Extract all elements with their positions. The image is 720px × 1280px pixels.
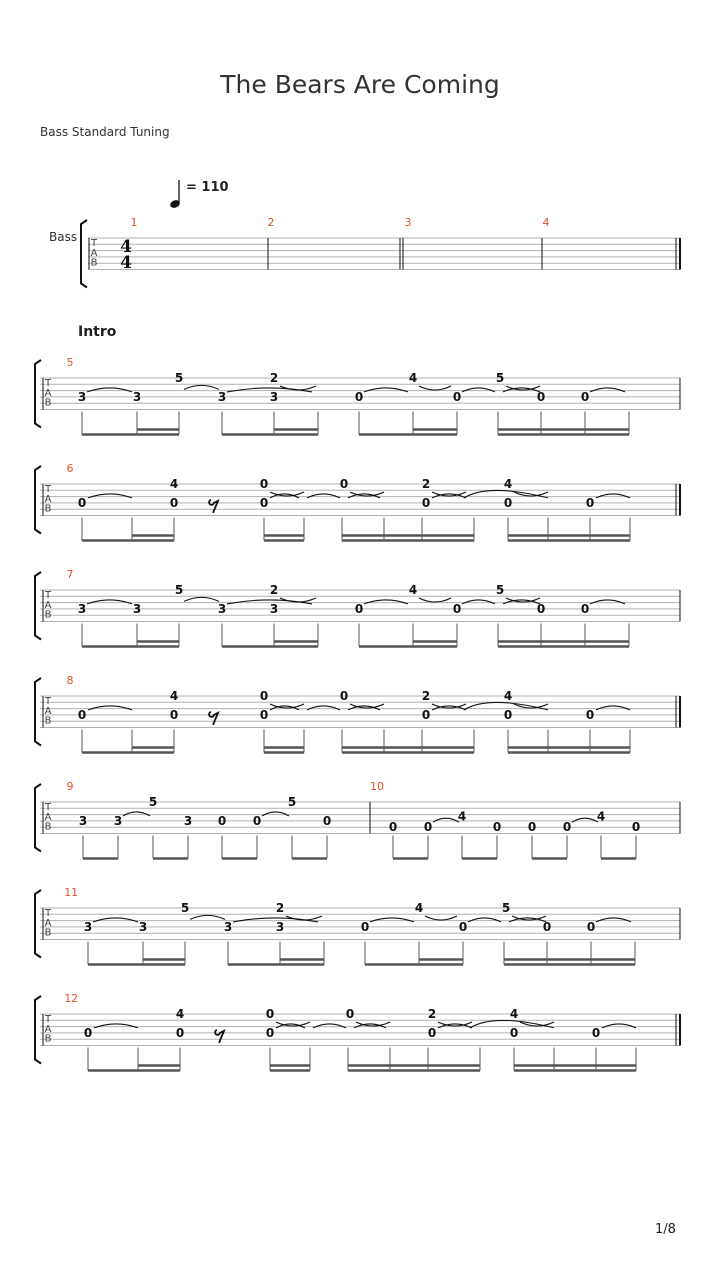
- fret-number: 4: [503, 477, 513, 491]
- eighth-rest-icon: [209, 500, 218, 513]
- fret-number: 3: [138, 919, 148, 934]
- tab-clef-letter: B: [44, 927, 52, 939]
- fret-number: 0: [585, 707, 595, 722]
- tie-arc: [572, 818, 598, 822]
- fret-number: 0: [265, 1025, 275, 1040]
- tab-clef-letter: B: [44, 1033, 52, 1045]
- tab-clef-letter: T: [44, 1014, 52, 1026]
- fret-number: 4: [503, 689, 513, 703]
- tab-clef-letter: B: [44, 397, 52, 409]
- instrument-name: Bass: [49, 230, 78, 244]
- fret-number: 0: [458, 919, 468, 934]
- tab-clef-letter: B: [90, 257, 98, 269]
- system-bracket-icon: [35, 784, 41, 852]
- fret-number: 3: [132, 389, 142, 404]
- tie-arc: [590, 388, 625, 392]
- tab-clef-letter: T: [44, 378, 52, 390]
- fret-number: 5: [495, 583, 505, 597]
- fret-number: 0: [427, 1025, 437, 1040]
- fret-number: 3: [223, 919, 233, 934]
- fret-number: 5: [174, 583, 184, 597]
- fret-number: 3: [217, 601, 227, 616]
- staff-system-5: [40, 696, 680, 728]
- fret-number: 0: [423, 820, 433, 835]
- fret-number: 0: [354, 601, 364, 616]
- tab-clef-letter: A: [90, 247, 98, 259]
- tab-clef-letter: A: [44, 493, 52, 505]
- fret-number: 0: [452, 601, 462, 616]
- tab-clef-letter: B: [44, 715, 52, 727]
- tab-clef-letter: B: [44, 821, 52, 833]
- fret-number: 4: [175, 1007, 185, 1021]
- fret-number: 3: [77, 601, 87, 616]
- fret-number: 0: [252, 813, 262, 828]
- fret-number: 0: [265, 1007, 275, 1021]
- fret-number: 3: [183, 813, 193, 828]
- tab-clef-letter: A: [44, 599, 52, 611]
- tab-clef-letter: T: [44, 802, 52, 814]
- tab-clef-letter: A: [44, 811, 52, 823]
- fret-number: 0: [259, 477, 269, 491]
- fret-number: 0: [536, 601, 546, 616]
- system-bracket-icon: [35, 360, 41, 428]
- tab-clef-letter: A: [44, 1023, 52, 1035]
- tab-clef-letter: A: [44, 387, 52, 399]
- measure-number: 11: [64, 886, 79, 899]
- tab-clef-letter: T: [44, 590, 52, 602]
- tie-arc: [468, 918, 501, 922]
- fret-number: 3: [269, 389, 279, 404]
- fret-number: 0: [339, 477, 349, 491]
- measure-number: 2: [267, 216, 275, 229]
- tie-arc: [425, 916, 457, 920]
- measure-number: 12: [64, 992, 79, 1005]
- fret-number: 5: [495, 371, 505, 385]
- fret-number: 0: [345, 1007, 355, 1021]
- fret-number: 0: [591, 1025, 601, 1040]
- fret-number: 3: [113, 813, 123, 828]
- fret-number: 0: [169, 495, 179, 510]
- eighth-rest-icon: [209, 712, 218, 725]
- time-signature-bottom: 4: [120, 253, 132, 273]
- fret-number: 0: [421, 707, 431, 722]
- fret-number: 0: [77, 495, 87, 510]
- fret-number: 5: [148, 795, 158, 809]
- tie-arc: [596, 706, 630, 710]
- fret-number: 0: [585, 495, 595, 510]
- fret-number: 0: [259, 707, 269, 722]
- fret-number: 5: [174, 371, 184, 385]
- tab-clef-letter: B: [44, 503, 52, 515]
- tie-arc: [94, 1024, 138, 1028]
- measure-number: 4: [542, 216, 550, 229]
- tie-arc: [364, 388, 408, 392]
- staff-system-3: [40, 484, 680, 516]
- measure-number: 1: [130, 216, 138, 229]
- tie-arc: [87, 600, 132, 604]
- tab-clef-letter: T: [90, 238, 98, 250]
- tab-clef-letter: T: [44, 908, 52, 920]
- tie-arc: [123, 812, 150, 816]
- time-signature-top: 4: [120, 237, 132, 257]
- staff-system-1: [88, 238, 680, 270]
- fret-number: 3: [217, 389, 227, 404]
- fret-number: 0: [175, 1025, 185, 1040]
- measure-number: 10: [370, 780, 384, 793]
- fret-number: 4: [596, 809, 606, 824]
- fret-number: 3: [275, 919, 285, 934]
- fret-number: 0: [580, 601, 590, 616]
- measure-number: 3: [404, 216, 412, 229]
- fret-number: 0: [492, 820, 502, 835]
- tie-arc: [590, 600, 625, 604]
- fret-number: 2: [269, 583, 279, 597]
- tie-arc: [419, 598, 451, 602]
- staff-system-8: [40, 1014, 680, 1046]
- tie-arc: [93, 918, 138, 922]
- fret-number: 5: [501, 901, 511, 915]
- tie-arc: [370, 918, 414, 922]
- tab-clef-letter: A: [44, 917, 52, 929]
- song-title: The Bears Are Coming: [220, 70, 500, 99]
- fret-number: 0: [339, 689, 349, 703]
- fret-number: 3: [77, 389, 87, 404]
- fret-number: 0: [586, 919, 596, 934]
- fret-number: 4: [414, 901, 424, 915]
- fret-number: 4: [169, 477, 179, 491]
- fret-number: 5: [180, 901, 190, 915]
- fret-number: 0: [259, 495, 269, 510]
- fret-number: 2: [421, 689, 431, 703]
- system-bracket-icon: [35, 572, 41, 640]
- fret-number: 0: [509, 1025, 519, 1040]
- tie-arc: [184, 385, 219, 389]
- fret-number: 0: [536, 389, 546, 404]
- fret-number: 0: [217, 813, 227, 828]
- fret-number: 5: [287, 795, 297, 809]
- fret-number: 0: [421, 495, 431, 510]
- tie-arc: [364, 600, 408, 604]
- tie-arc: [88, 706, 132, 710]
- system-bracket-icon: [35, 678, 41, 746]
- fret-number: 4: [169, 689, 179, 703]
- system-bracket-icon: [35, 890, 41, 958]
- fret-number: 0: [354, 389, 364, 404]
- fret-number: 0: [527, 820, 537, 835]
- tempo-marking: = 110: [186, 180, 229, 195]
- fret-number: 0: [580, 389, 590, 404]
- fret-number: 0: [322, 813, 332, 828]
- tie-arc: [313, 1024, 346, 1028]
- fret-number: 0: [77, 707, 87, 722]
- system-bracket-icon: [35, 996, 41, 1064]
- system-bracket-icon: [81, 220, 87, 288]
- fret-number: 4: [408, 371, 418, 385]
- eighth-rest-icon: [215, 1030, 224, 1043]
- tie-arc: [184, 597, 219, 601]
- fret-number: 2: [421, 477, 431, 491]
- tie-arc: [462, 388, 495, 392]
- tie-arc: [419, 386, 451, 390]
- system-bracket-icon: [35, 466, 41, 534]
- section-label: Intro: [78, 324, 117, 340]
- tie-arc: [307, 494, 340, 498]
- tuning-label: Bass Standard Tuning: [40, 125, 170, 139]
- fret-number: 0: [169, 707, 179, 722]
- tie-arc: [262, 812, 289, 816]
- fret-number: 0: [631, 820, 641, 835]
- tab-clef-letter: T: [44, 696, 52, 708]
- tie-arc: [87, 388, 132, 392]
- fret-number: 4: [457, 809, 467, 824]
- fret-number: 0: [562, 820, 572, 835]
- tie-arc: [88, 494, 132, 498]
- tie-arc: [602, 1024, 636, 1028]
- tie-arc: [190, 915, 225, 919]
- tie-arc: [462, 600, 495, 604]
- tie-arc: [433, 818, 459, 822]
- fret-number: 0: [503, 707, 513, 722]
- measure-number: 7: [66, 568, 74, 581]
- fret-number: 0: [360, 919, 370, 934]
- fret-number: 2: [275, 901, 285, 915]
- measure-number: 5: [66, 356, 74, 369]
- fret-number: 0: [388, 820, 398, 835]
- fret-number: 0: [259, 689, 269, 703]
- fret-number: 4: [408, 583, 418, 597]
- fret-number: 0: [542, 919, 552, 934]
- page-number: 1/8: [655, 1222, 676, 1237]
- fret-number: 0: [83, 1025, 93, 1040]
- tie-arc: [596, 494, 630, 498]
- measure-number: 6: [66, 462, 74, 475]
- measure-number: 8: [66, 674, 74, 687]
- fret-number: 2: [269, 371, 279, 385]
- fret-number: 3: [83, 919, 93, 934]
- tie-arc: [307, 706, 340, 710]
- tie-arc: [596, 918, 631, 922]
- tab-clef-letter: A: [44, 705, 52, 717]
- fret-number: 2: [427, 1007, 437, 1021]
- fret-number: 0: [452, 389, 462, 404]
- fret-number: 0: [503, 495, 513, 510]
- fret-number: 3: [132, 601, 142, 616]
- tab-clef-letter: T: [44, 484, 52, 496]
- fret-number: 4: [509, 1007, 519, 1021]
- fret-number: 3: [269, 601, 279, 616]
- tab-clef-letter: B: [44, 609, 52, 621]
- measure-number: 9: [66, 780, 74, 793]
- fret-number: 3: [78, 813, 88, 828]
